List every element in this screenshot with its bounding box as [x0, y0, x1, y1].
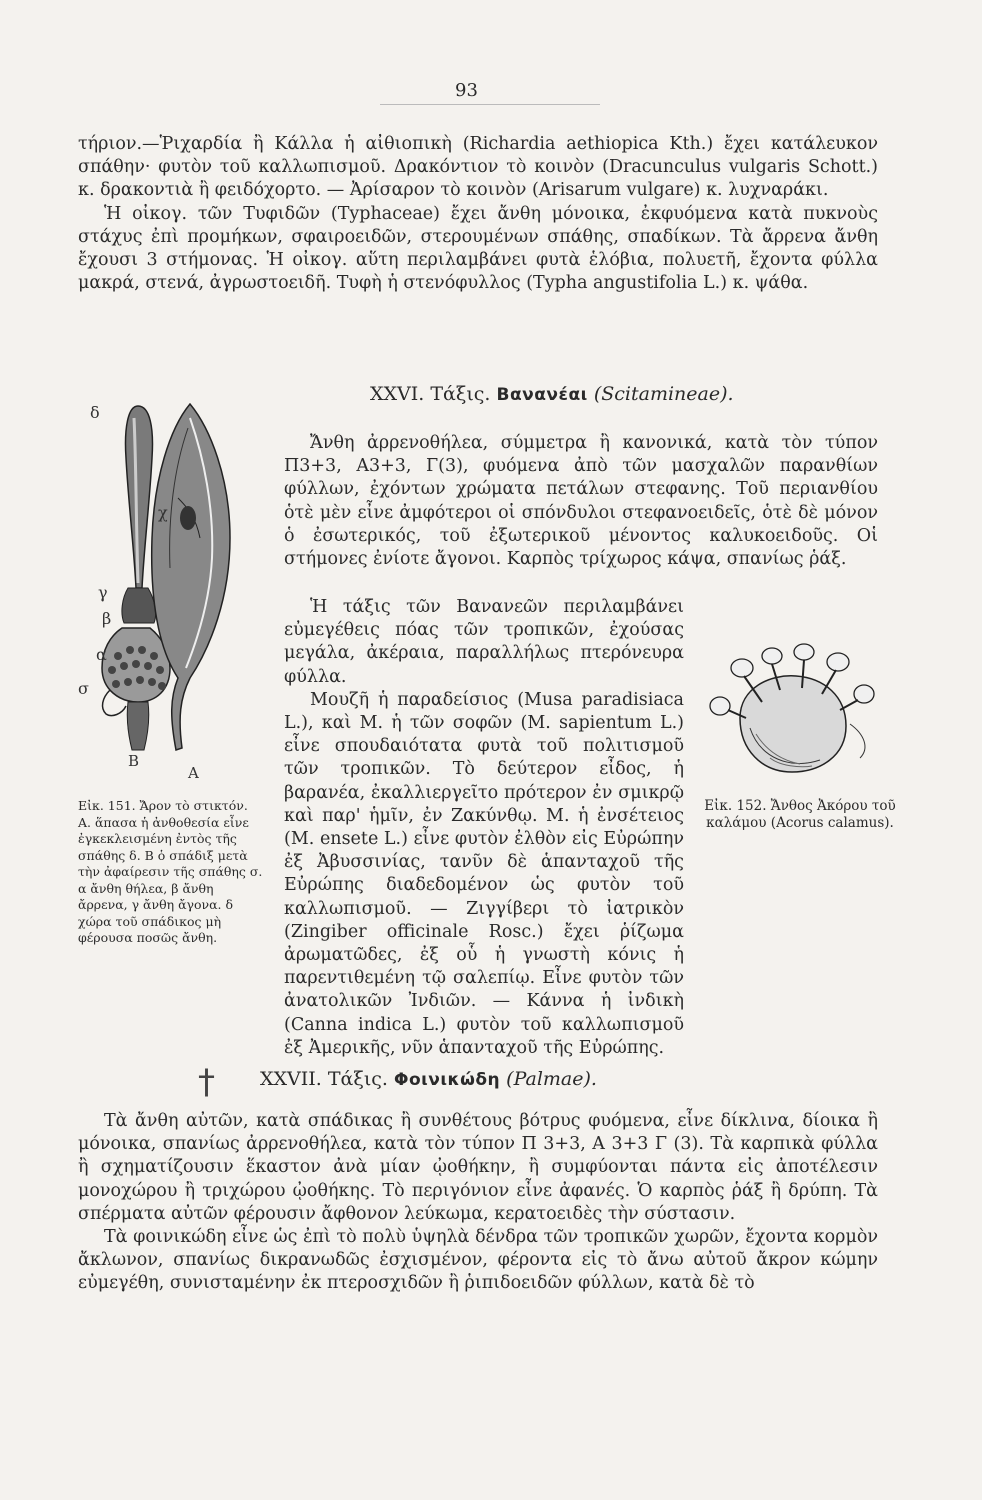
section-name: Φοινικώδη [394, 1070, 501, 1090]
figure-label-gamma: γ [98, 583, 108, 602]
figure-151-caption: Εἰκ. 151. Ἄρον τὸ στικτόν. Α. ἅπασα ἡ ἀνθοθεσία εἶνε ἐγκεκλεισμένη ἐντὸς τῆς σπάθης δ. Β ὁ σπάδιξ μετὰ τὴν ἀφαίρεσιν τῆς σπάθης σ. α ἄνθη θήλεα, β ἄνθη ἄρρενα, γ ἄνθη ἄγονα. δ χώρα τοῦ σπάδικος μὴ φέρουσα ποσῶς ἄνθη. [78, 798, 263, 945]
figure-label-alpha: α [96, 645, 107, 664]
paragraph-palmae-trees: Τὰ φοινικώδη εἶνε ὡς ἐπὶ τὸ πολὺ ὑψηλὰ δένδρα τῶν τροπικῶν χωρῶν, ἔχοντα κορμὸν ἄκλωνον, σπανίως δικρανωδῶς ἐσχισμένον, φέροντα εἰς τὸ ἄνω αὐτοῦ ἄκρον κώμην εὐμεγέθη, συνισταμένην ἐκ πτεροσχιδῶν ἢ ῥιπιδοειδῶν φύλλων, κατὰ δὲ τὸ [78, 1227, 878, 1294]
figure-152-caption: Εἰκ. 152. Ἄνθος Ἀκόρου τοῦ καλάμου (Acorus calamus). [704, 798, 896, 831]
figure-label-capital-b: Β [128, 752, 140, 770]
section-heading-xxvii [260, 1068, 597, 1090]
middle-text-block [284, 432, 878, 571]
figure-151-arum-illustration [70, 398, 260, 793]
paragraph-scitamineae-flower: Ἄνθη ἀρρενοθήλεα, σύμμετρα ἢ κανονικά, κατὰ τὸν τύπον Π3+3, Α3+3, Γ(3), φυόμενα ἀπὸ τῶν μασχαλῶν παρανθίων φύλλων, ἐχόντων χρώματα πετάλων στεφανης. Τοῦ περιανθίου ὁτὲ μὲν εἶνε ἀμφότεροι οἱ σπόνδυλοι στεφανοειδεῖς, ὁτὲ δὲ μόνον ὁ ἐσωτερικός, τοῦ ἐξωτερικοῦ μένοντος καλυκοειδοῦς. Οἱ στήμονες ἐνίοτε ἄγονοι. Καρπὸς τρίχωρος κάψα, σπανίως ῥάξ. [284, 433, 878, 570]
figure-label-beta: β [102, 609, 112, 628]
header-rule [380, 104, 600, 105]
section-numeral: XXVI. [370, 383, 425, 405]
section-name: Βανανέαι [496, 385, 588, 405]
paragraph-bananas-scope: Ἡ τάξις τῶν Βανανεῶν περιλαμβάνει εὐμεγέθεις πόας τῶν τροπικῶν, ἐχούσας μεγάλα, ἀκέραια, παραλλήλως πτερόνευρα φύλλα. [284, 597, 684, 687]
paragraph-palmae-flower: Τὰ ἄνθη αὐτῶν, κατὰ σπάδικας ἢ συνθέτους βότρυς φυόμενα, εἶνε δίκλινα, δίοικα ἢ μόνοικα, σπανίως ἀρρενοθήλεα, κατὰ τὸν τύπον Π 3+3, Α 3+3 Γ (3). Τὰ καρπικὰ φύλλα ἢ σχηματίζουσιν ἕκαστον ἀνὰ μίαν ᾠοθήκην, ἢ συμφύονται πάντα εἰς ἀποτέλεσιν μονοχώρου ἢ τριχώρου ᾠοθήκης. Τὸ περιγόνιον εἶνε ἀφανές. Ὁ καρπὸς ῥάξ ἢ δρύπη. Τὰ σπέρματα αὐτῶν φέρουσιν ἄφθονον λεύκωμα, κερατοειδὲς τὴν σύστασιν. [78, 1111, 878, 1224]
paragraph-typhaceae: Ἡ οἰκογ. τῶν Τυφιδῶν (Typhaceae) ἔχει ἄνθη μόνοικα, ἐκφυόμενα κατὰ πυκνοὺς στάχυς ἐπὶ προμήκων, σφαιροειδῶν, στερουμένων σπάθης, σπαδίκων. Τὰ ἄρρενα ἄνθη ἔχουσι 3 στήμονας. Ἡ οἰκογ. αὕτη περιλαμβάνει φυτὰ ἑλόβια, πολυετῆ, ἔχοντα φύλλα μακρά, στενά, ἀγρωστοειδῆ. Τυφὴ ἡ στενόφυλλος (Typha angustifolia L.) κ. ψάθα. [78, 203, 878, 294]
margin-mark: † [198, 1062, 215, 1102]
figure-label-chi: χ [158, 503, 168, 522]
figure-label-delta: δ [90, 403, 100, 422]
figure-label-sigma: σ [78, 679, 89, 698]
paragraph-musa-species: Μουζῆ ἡ παραδείσιος (Musa paradisiaca L.), καὶ Μ. ἡ τῶν σοφῶν (Μ. sapientum L.) εἶνε σπουδαιότατα φυτὰ τοῦ πολιτισμοῦ τῶν τροπικῶν. Τὸ δεύτερον εἶδος, ἡ βαρανέα, ἐκαλλιεργεῖτο πρότερον ἐν σμικρῷ καὶ παρ' ἡμῖν, ἐν Ζακύνθῳ. Μ. ἡ ἐνσέτειος (Μ. ensete L.) εἶνε φυτὸν ἐλθὸν εἰς Εὐρώπην ἐξ Ἀβυσσινίας, τανῦν δὲ ἁπανταχοῦ τῆς Εὐρώπης διαδεδομένον ὡς φυτὸν τοῦ καλλωπισμοῦ. — Ζιγγίβερι τὸ ἰατρικὸν (Zingiber officinale Rosc.) ἔχει ῥίζωμα ἀρωματῶδες, ἐξ οὗ ἡ γνωστὴ κόνις ἡ παρεντιθεμένη τῷ σαλεπίῳ. Εἶνε φυτὸν τῶν ἀνατολικῶν Ἰνδιῶν. — Κάννα ἡ ἰνδικὴ (Canna indica L.) φυτὸν τοῦ καλλωπισμοῦ ἐξ Ἀμερικῆς, νῦν ἁπανταχοῦ τῆς Εὐρώπης. [284, 689, 684, 1058]
section-word: Τάξις. [430, 383, 491, 405]
middle-text-block-narrow [284, 596, 684, 1060]
top-text-block [78, 133, 878, 295]
figure-label-capital-a: Α [188, 764, 199, 782]
paragraph-araceae-genera: τήριον.—Ῥιχαρδία ἢ Κάλλα ἡ αἰθιοπικὴ (Richardia aethiopica Kth.) ἔχει κατάλευκον σπάθην· φυτὸν τοῦ καλλωπισμοῦ. Δρακόντιον τὸ κοινὸν (Dracunculus vulgaris Schott.) κ. δρακοντιὰ ἢ φειδόχορτο. — Ἀρίσαρον τὸ κοινὸν (Arisarum vulgare) κ. λυχναράκι. [78, 134, 878, 201]
section-latin: (Palmae). [506, 1068, 597, 1090]
figure-152-acorus-illustration [700, 638, 880, 788]
section-latin: (Scitamineae). [593, 383, 734, 405]
bottom-text-block [78, 1110, 878, 1296]
section-numeral: XXVII. [260, 1068, 322, 1090]
section-heading-xxvi [370, 383, 734, 405]
section-word: Τάξις. [327, 1068, 388, 1090]
page-number: 93 [455, 80, 478, 101]
